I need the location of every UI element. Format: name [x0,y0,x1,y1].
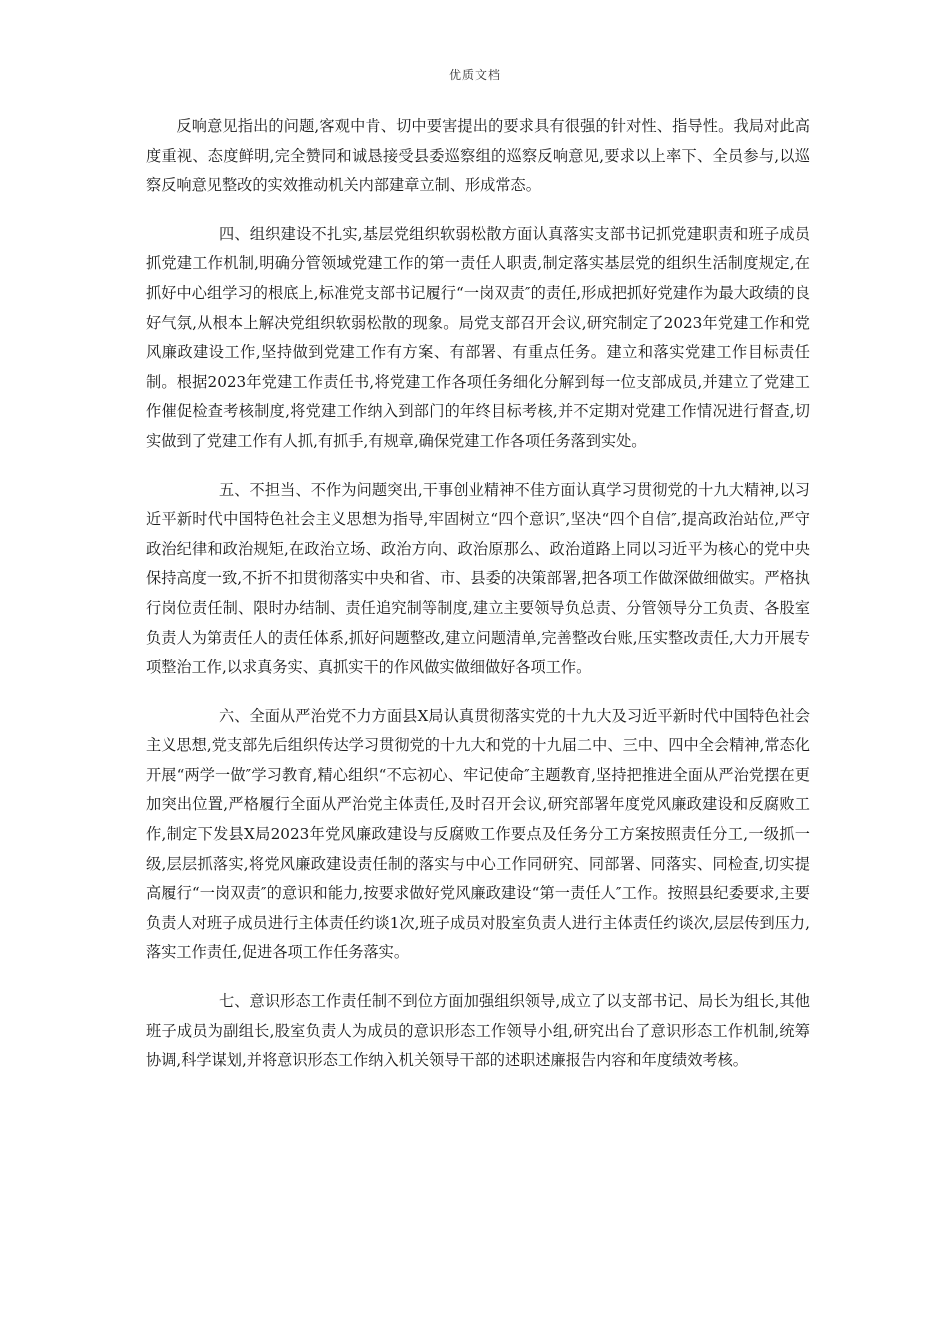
paragraph-section-7: 七、意识形态工作责任制不到位方面加强组织领导,成立了以支部书记、局长为组长,其他班子成员为副组长,股室负责人为成员的意识形态工作领导小组,研究出台了意识形态工作机制,统筹协调,科学谋划,并将意识形态工作纳入机关领导干部的述职述廉报告内容和年度绩效考核。 [146,992,810,1070]
document-body [146,112,810,1076]
paragraph-intro: 反响意见指出的问题,客观中肯、切中要害提出的要求具有很强的针对性、指导性。我局对此高度重视、态度鲜明,完全赞同和诚恳接受县委巡察组的巡察反响意见,要求以上率下、全员参与,以巡察反响意见整改的实效推动机关内部建章立制、形成常态。 [146,117,810,195]
paragraph-section-6: 六、全面从严治党不力方面县X局认真贯彻落实党的十九大及习近平新时代中国特色社会主义思想,党支部先后组织传达学习贯彻党的十九大和党的十九届二中、三中、四中全会精神,常态化开展“两学一做″学习教育,精心组织“不忘初心、牢记使命″主题教育,坚持把推进全面从严治党摆在更加突出位置,严格履行全面从严治党主体责任,及时召开会议,研究部署年度党风廉政建设和反腐败工作,制定下发县X局2023年党风廉政建设与反腐败工作要点及任务分工方案按照责任分工,一级抓一级,层层抓落实,将党风廉政建设责任制的落实与中心工作同研究、同部署、同落实、同检查,切实提高履行“一岗双责″的意识和能力,按要求做好党风廉政建设“第一责任人″工作。按照县纪委要求,主要负责人对班子成员进行主体责任约谈1次,班子成员对股室负责人进行主体责任约谈次,层层传到压力,落实工作责任,促进各项工作任务落实。 [146,706,810,962]
paragraph-section-4: 四、组织建设不扎实,基层党组织软弱松散方面认真落实支部书记抓党建职责和班子成员抓党建工作机制,明确分管领域党建工作的第一责任人职责,制定落实基层党的组织生活制度规定,在抓好中心组学习的根底上,标准党支部书记履行“一岗双责″的责任,形成把抓好党建作为最大政绩的良好气氛,从根本上解决党组织软弱松散的现象。局党支部召开会议,研究制定了2023年党建工作和党风廉政建设工作,坚持做到党建工作有方案、有部署、有重点任务。建立和落实党建工作目标责任制。根据2023年党建工作责任书,将党建工作各项任务细化分解到每一位支部成员,并建立了党建工作催促检查考核制度,将党建工作纳入到部门的年终目标考核,并不定期对党建工作情况进行督查,切实做到了党建工作有人抓,有抓手,有规章,确保党建工作各项任务落到实处。 [146,224,810,450]
paragraph-section-5: 五、不担当、不作为问题突出,干事创业精神不佳方面认真学习贯彻党的十九大精神,以习近平新时代中国特色社会主义思想为指导,牢固树立“四个意识″,坚决“四个自信″,提高政治站位,严守政治纪律和政治规矩,在政治立场、政治方向、政治原那么、政治道路上同以习近平为核心的党中央保持高度一致,不折不扣贯彻落实中央和省、市、县委的决策部署,把各项工作做深做细做实。严格执行岗位责任制、限时办结制、责任追究制等制度,建立主要领导负总责、分管领导分工负责、各股室负责人为第责任人的责任体系,抓好问题整改,建立问题清单,完善整改台账,压实整改责任,大力开展专项整治工作,以求真务实、真抓实干的作风做实做细做好各项工作。 [146,480,810,677]
page-header: 优质文档 [448,68,501,82]
